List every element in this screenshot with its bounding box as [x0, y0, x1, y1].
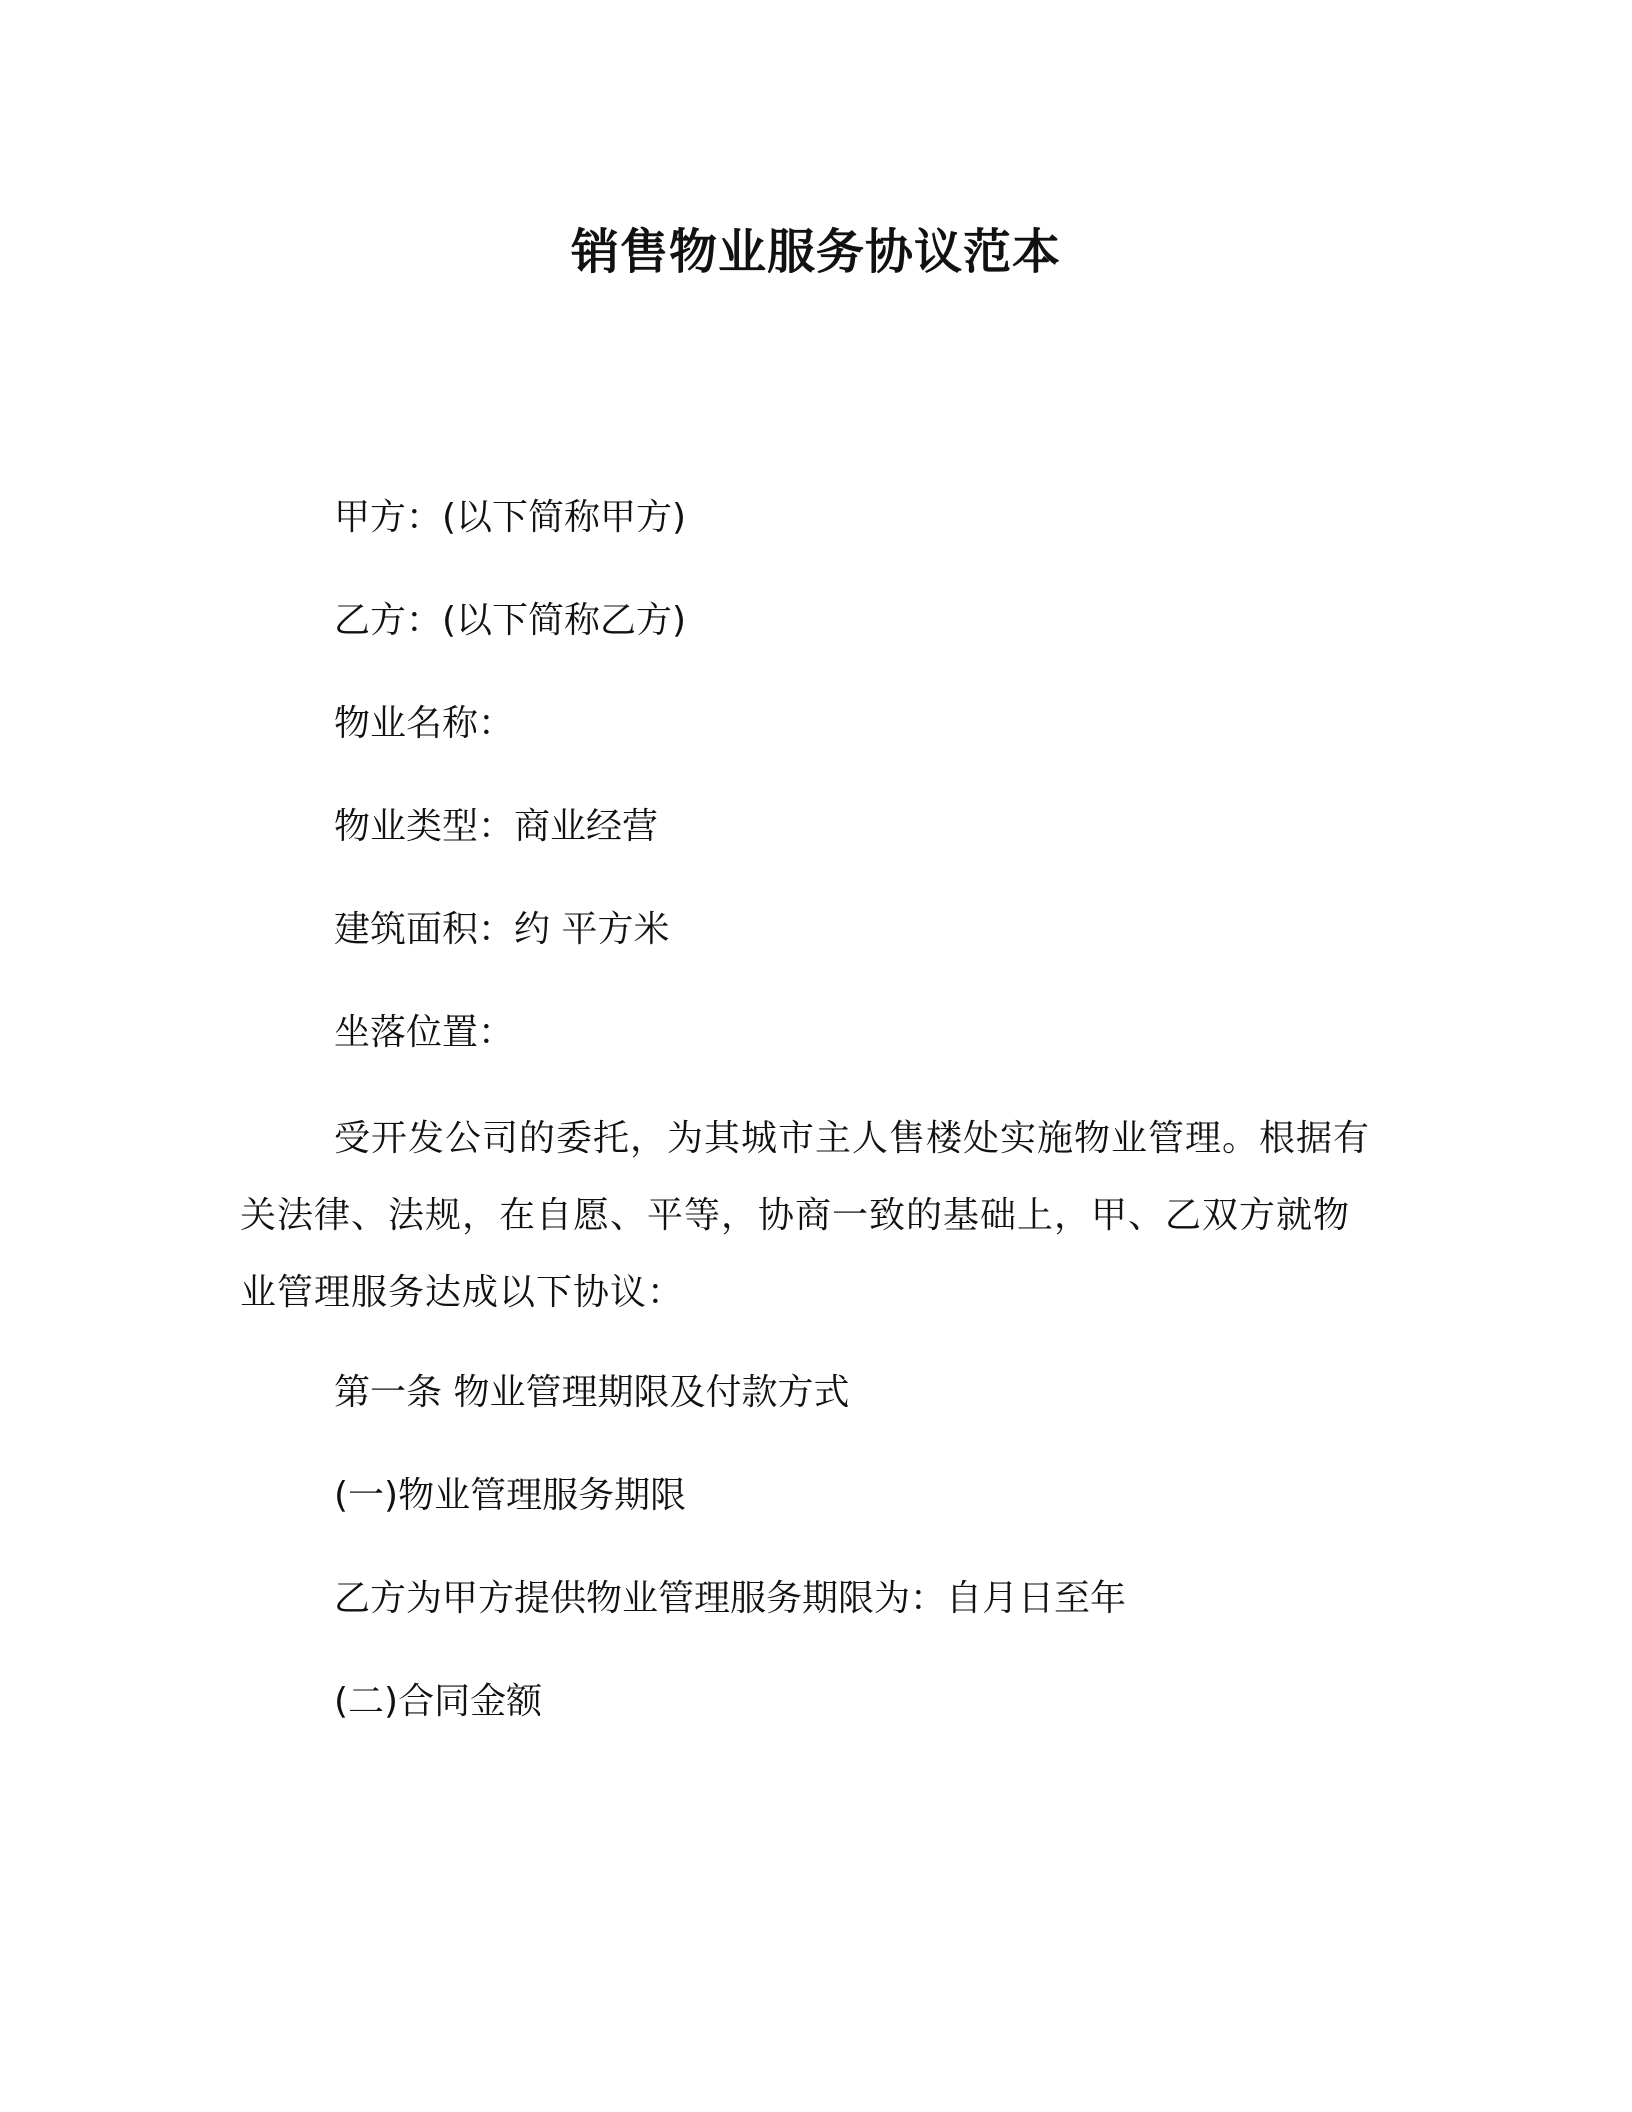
document-title: 销售物业服务协议范本: [570, 224, 1061, 280]
party-b-line: 乙方：(以下简称乙方): [334, 600, 687, 641]
section-2-heading: (二)合同金额: [334, 1681, 543, 1722]
intro-paragraph: 受开发公司的委托，为其城市主人售楼处实施物业管理。根据有关法律、法规，在自愿、平等，协商一致的基础上，甲、乙双方就物业管理服务达成以下协议：: [240, 1118, 1371, 1313]
section-1-heading: (一)物业管理服务期限: [334, 1475, 687, 1516]
section-1-text: 乙方为甲方提供物业管理服务期限为：自月日至年: [334, 1578, 1127, 1619]
property-type-line: 物业类型：商业经营: [334, 806, 659, 847]
party-a-line: 甲方：(以下简称甲方): [334, 497, 687, 538]
property-name-line: 物业名称：: [334, 703, 515, 744]
article-1-heading: 第一条 物业管理期限及付款方式: [334, 1372, 850, 1413]
location-line: 坐落位置：: [334, 1012, 515, 1053]
building-area-line: 建筑面积：约 平方米: [334, 909, 670, 950]
